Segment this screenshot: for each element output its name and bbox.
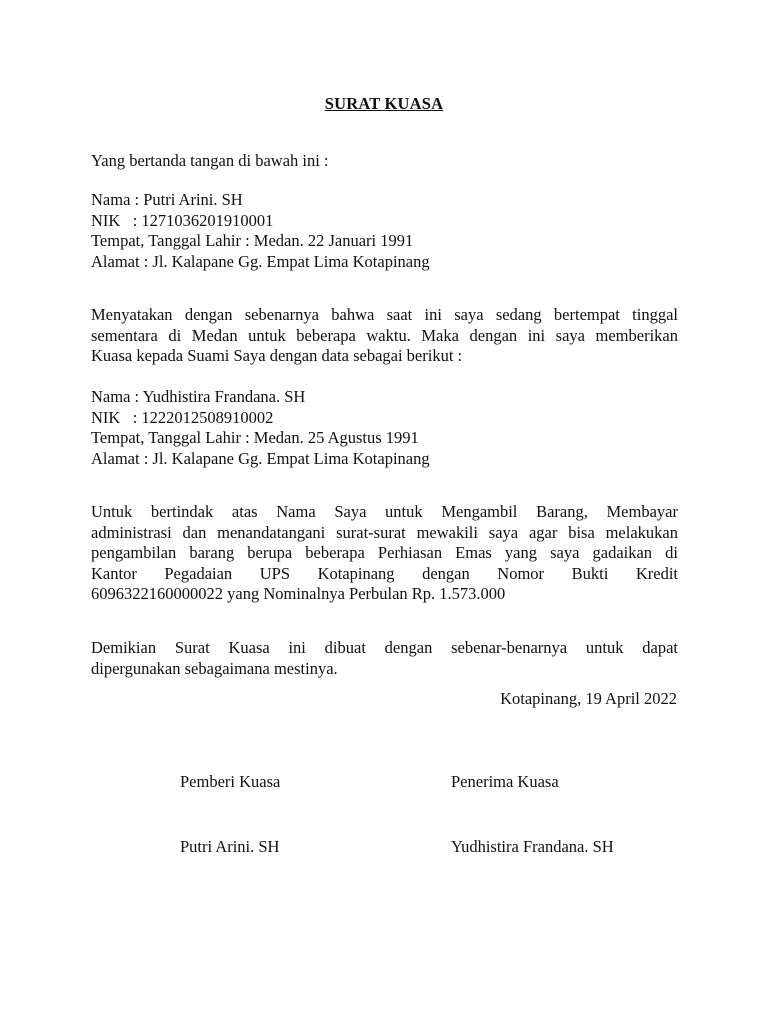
grantor-nik: NIK : 1271036201910001 [91,210,274,230]
grantor-signature-name: Putri Arini. SH [180,837,280,856]
grantor-birth: Tempat, Tanggal Lahir : Medan. 22 Januari 1991 [91,231,414,250]
opening-text: Yang bertanda tangan di bawah ini : [91,151,329,170]
grantee-signature-label: Penerima Kuasa [451,772,559,791]
purpose-line: Kantor Pegadaian UPS Kotapinang dengan Nomor Bukti Kredit [91,563,678,583]
grantee-birth: Tempat, Tanggal Lahir : Medan. 25 Agustus 1991 [91,428,419,447]
grantee-signature-name: Yudhistira Frandana. SH [451,837,614,856]
statement-line: sementara di Medan untuk beberapa waktu. Maka dengan ini saya memberikan [91,325,678,345]
grantee-details [91,387,678,469]
purpose-line: 6096322160000022 yang Nominalnya Perbulan Rp. 1.573.000 [91,584,506,603]
grantor-details [91,190,678,272]
grantee-address: Alamat : Jl. Kalapane Gg. Empat Lima Kotapinang [91,448,430,468]
closing-paragraph [91,638,678,679]
letter-title: SURAT KUASA [324,94,444,113]
grantor-name: Nama : Putri Arini. SH [91,190,243,209]
purpose-line: Untuk bertindak atas Nama Saya untuk Mengambil Barang, Membayar [91,502,678,521]
statement-paragraph [91,305,678,367]
statement-line: Menyatakan dengan sebenarnya bahwa saat ini saya sedang bertempat tinggal [91,305,678,324]
closing-line: Demikian Surat Kuasa ini dibuat dengan sebenar-benarnya untuk dapat [91,638,678,657]
grantor-address: Alamat : Jl. Kalapane Gg. Empat Lima Kotapinang [91,251,430,271]
grantor-signature-label: Pemberi Kuasa [180,772,281,791]
place-date: Kotapinang, 19 April 2022 [500,689,677,708]
opening-line [91,151,678,172]
statement-line: Kuasa kepada Suami Saya dengan data sebagai berikut : [91,346,463,365]
closing-line: dipergunakan sebagaimana mestinya. [91,658,338,678]
grantee-nik: NIK : 1222012508910002 [91,407,274,427]
purpose-line: administrasi dan menandatangani surat-surat mewakili saya agar bisa melakukan [91,522,678,542]
purpose-paragraph [91,502,678,605]
purpose-line: pengambilan barang berupa beberapa Perhiasan Emas yang saya gadaikan di [91,543,678,562]
grantee-name: Nama : Yudhistira Frandana. SH [91,387,306,406]
